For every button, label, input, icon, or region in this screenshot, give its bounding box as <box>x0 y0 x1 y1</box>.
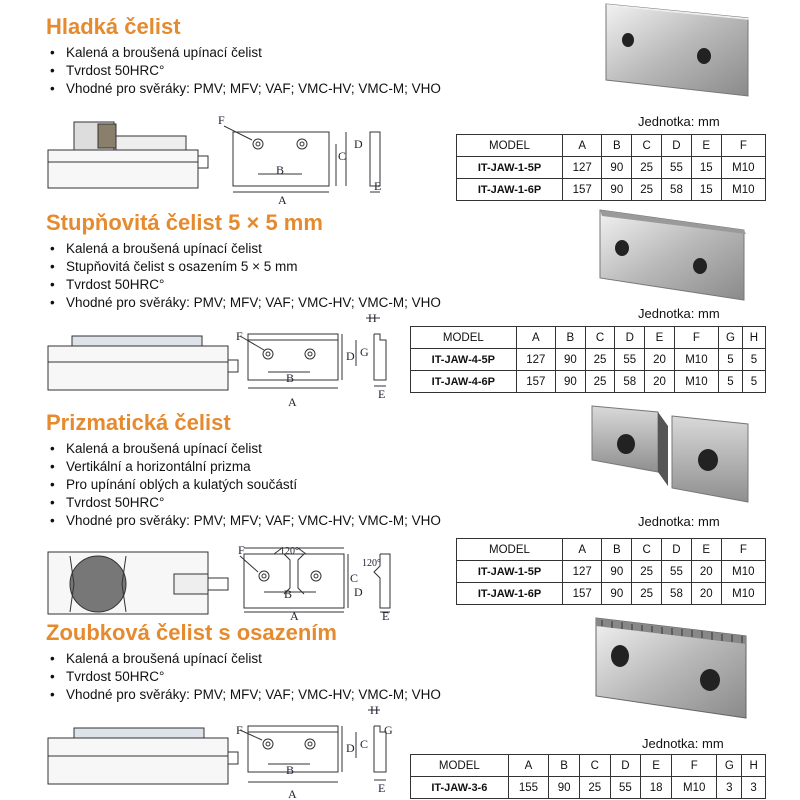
column-header: MODEL <box>411 755 509 777</box>
value-cell: 55 <box>662 157 692 179</box>
dimension-label: B <box>286 763 295 777</box>
value-cell: 20 <box>645 371 675 393</box>
dimension-label: B <box>284 587 293 601</box>
list-item: • Vhodné pro svěráky: PMV; MFV; VAF; VMC-HV; VMC-M; VHO <box>50 686 441 704</box>
column-header: C <box>632 539 662 561</box>
value-cell: 20 <box>645 349 675 371</box>
column-header: D <box>615 327 645 349</box>
dimension-label: 120° <box>362 558 381 569</box>
value-cell: 25 <box>632 179 662 201</box>
column-header: C <box>579 755 610 777</box>
dimension-label: B <box>286 371 295 385</box>
model-cell: IT-JAW-1-5P <box>457 157 563 179</box>
dimension-label: F <box>236 723 243 737</box>
column-header: H <box>742 755 766 777</box>
dimension-label: H <box>368 311 377 325</box>
column-header: MODEL <box>457 539 563 561</box>
value-cell: 25 <box>632 583 662 605</box>
column-header: F <box>674 327 718 349</box>
serrated-jaw-technical-drawing <box>44 702 404 800</box>
value-cell: 15 <box>691 179 721 201</box>
column-header: E <box>691 539 721 561</box>
smooth-jaw-photo <box>600 2 752 98</box>
column-header: E <box>641 755 672 777</box>
dimension-label: H <box>370 703 379 717</box>
column-header: E <box>691 135 721 157</box>
bullet-list-step-jaw <box>50 240 441 312</box>
label-b: B <box>276 163 285 177</box>
model-cell: IT-JAW-3-6 <box>411 777 509 799</box>
dimension-label: 120° <box>280 546 299 557</box>
section-title-smooth-jaw: Hladká čelist <box>46 14 181 39</box>
column-header: A <box>516 327 555 349</box>
unit-label: Jednotka: mm <box>638 114 720 129</box>
column-header: G <box>717 755 742 777</box>
table-row <box>411 349 766 371</box>
model-cell: IT-JAW-1-5P <box>457 561 563 583</box>
value-cell: 127 <box>562 157 601 179</box>
value-cell: 90 <box>602 157 632 179</box>
bullet-list-prism-jaw <box>50 440 441 530</box>
dimension-label: A <box>290 609 299 620</box>
serrated-jaw-photo <box>592 612 754 720</box>
dimension-label: D <box>346 741 355 755</box>
label-e: E <box>374 179 382 193</box>
list-item: • Tvrdost 50HRC° <box>50 668 441 686</box>
section-title-step-jaw: Stupňovitá čelist 5 × 5 mm <box>46 210 323 235</box>
value-cell: 15 <box>691 157 721 179</box>
table-row <box>457 179 766 201</box>
value-cell: 127 <box>562 561 601 583</box>
table-header-row <box>411 327 766 349</box>
list-item: • Vhodné pro svěráky: PMV; MFV; VAF; VMC-HV; VMC-M; VHO <box>50 80 441 98</box>
section-title-prism-jaw: Prizmatická čelist <box>46 410 231 435</box>
dimension-label: D <box>354 585 363 599</box>
spec-table-smooth-jaw <box>456 134 766 201</box>
value-cell: 25 <box>632 157 662 179</box>
model-cell: IT-JAW-4-6P <box>411 371 517 393</box>
label-a: A <box>278 193 287 207</box>
model-cell: IT-JAW-1-6P <box>457 179 563 201</box>
column-header: E <box>645 327 675 349</box>
model-cell: IT-JAW-1-6P <box>457 583 563 605</box>
value-cell: 55 <box>610 777 641 799</box>
dimension-label: C <box>360 737 369 751</box>
dimension-label: F <box>236 329 243 343</box>
value-cell: 3 <box>717 777 742 799</box>
value-cell: 3 <box>742 777 766 799</box>
section-title-serrated-jaw: Zoubková čelist s osazením <box>46 620 337 645</box>
value-cell: 90 <box>602 179 632 201</box>
unit-label: Jednotka: mm <box>638 514 720 529</box>
value-cell: M10 <box>721 157 765 179</box>
table-header-row <box>457 135 766 157</box>
unit-label: Jednotka: mm <box>642 736 724 751</box>
table-row <box>411 777 766 799</box>
column-header: D <box>662 135 692 157</box>
column-header: G <box>718 327 742 349</box>
value-cell: 58 <box>615 371 645 393</box>
value-cell: 5 <box>718 371 742 393</box>
prism-jaw-technical-drawing <box>44 534 404 620</box>
value-cell: 55 <box>662 561 692 583</box>
value-cell: M10 <box>671 777 717 799</box>
step-jaw-technical-drawing <box>44 310 404 410</box>
dimension-label: A <box>288 787 297 800</box>
dimension-label: F <box>238 543 245 557</box>
value-cell: M10 <box>674 371 718 393</box>
dimension-label: G <box>360 345 369 359</box>
list-item: • Kalená a broušená upínací čelist <box>50 240 441 258</box>
value-cell: 90 <box>555 349 585 371</box>
model-cell: IT-JAW-4-5P <box>411 349 517 371</box>
value-cell: 157 <box>516 371 555 393</box>
list-item: • Tvrdost 50HRC° <box>50 276 441 294</box>
smooth-jaw-technical-drawing <box>44 112 404 208</box>
list-item: • Vhodné pro svěráky: PMV; MFV; VAF; VMC-HV; VMC-M; VHO <box>50 294 441 312</box>
value-cell: 90 <box>602 561 632 583</box>
dimension-label: G <box>384 723 393 737</box>
column-header: MODEL <box>411 327 517 349</box>
label-f: F <box>218 113 225 127</box>
table-row <box>457 583 766 605</box>
value-cell: 5 <box>742 371 765 393</box>
column-header: A <box>562 135 601 157</box>
value-cell: 20 <box>691 583 721 605</box>
dimension-label: D <box>346 349 355 363</box>
spec-table-prism-jaw <box>456 538 766 605</box>
column-header: MODEL <box>457 135 563 157</box>
step-jaw-photo <box>594 208 754 302</box>
value-cell: 5 <box>718 349 742 371</box>
value-cell: 90 <box>549 777 580 799</box>
value-cell: 157 <box>562 583 601 605</box>
bullet-list-smooth-jaw <box>50 44 441 98</box>
column-header: C <box>632 135 662 157</box>
bullet-list-serrated-jaw <box>50 650 441 704</box>
column-header: F <box>671 755 717 777</box>
column-header: B <box>549 755 580 777</box>
dimension-label: E <box>378 781 386 795</box>
list-item: • Tvrdost 50HRC° <box>50 62 441 80</box>
prism-jaw-photo <box>588 402 754 506</box>
column-header: C <box>585 327 615 349</box>
value-cell: 20 <box>691 561 721 583</box>
list-item: • Vertikální a horizontální prizma <box>50 458 441 476</box>
value-cell: 18 <box>641 777 672 799</box>
list-item: • Kalená a broušená upínací čelist <box>50 440 441 458</box>
value-cell: 25 <box>585 371 615 393</box>
value-cell: 127 <box>516 349 555 371</box>
list-item: • Vhodné pro svěráky: PMV; MFV; VAF; VMC-HV; VMC-M; VHO <box>50 512 441 530</box>
value-cell: 58 <box>662 179 692 201</box>
table-row <box>457 157 766 179</box>
label-d: D <box>354 137 363 151</box>
value-cell: 25 <box>585 349 615 371</box>
table-row <box>411 371 766 393</box>
label-c: C <box>338 149 347 163</box>
dimension-label: E <box>378 387 386 401</box>
column-header: F <box>721 539 765 561</box>
value-cell: 157 <box>562 179 601 201</box>
column-header: A <box>508 755 549 777</box>
value-cell: 25 <box>579 777 610 799</box>
spec-table-step-jaw <box>410 326 766 393</box>
column-header: B <box>602 135 632 157</box>
value-cell: 58 <box>662 583 692 605</box>
dimension-label: C <box>350 571 359 585</box>
column-header: F <box>721 135 765 157</box>
list-item: • Kalená a broušená upínací čelist <box>50 650 441 668</box>
list-item: • Tvrdost 50HRC° <box>50 494 441 512</box>
column-header: D <box>610 755 641 777</box>
spec-table-serrated-jaw <box>410 754 766 799</box>
table-header-row <box>457 539 766 561</box>
value-cell: 25 <box>632 561 662 583</box>
table-header-row <box>411 755 766 777</box>
list-item: • Pro upínání oblých a kulatých součástí <box>50 476 441 494</box>
value-cell: M10 <box>721 561 765 583</box>
column-header: B <box>602 539 632 561</box>
value-cell: 90 <box>555 371 585 393</box>
dimension-label: E <box>382 609 390 620</box>
value-cell: 5 <box>742 349 765 371</box>
value-cell: M10 <box>674 349 718 371</box>
value-cell: M10 <box>721 179 765 201</box>
dimension-label: A <box>288 395 297 409</box>
table-row <box>457 561 766 583</box>
list-item: • Kalená a broušená upínací čelist <box>50 44 441 62</box>
column-header: B <box>555 327 585 349</box>
value-cell: 55 <box>615 349 645 371</box>
column-header: H <box>742 327 765 349</box>
column-header: D <box>662 539 692 561</box>
unit-label: Jednotka: mm <box>638 306 720 321</box>
value-cell: M10 <box>721 583 765 605</box>
value-cell: 155 <box>508 777 549 799</box>
list-item: • Stupňovitá čelist s osazením 5 × 5 mm <box>50 258 441 276</box>
value-cell: 90 <box>602 583 632 605</box>
column-header: A <box>562 539 601 561</box>
